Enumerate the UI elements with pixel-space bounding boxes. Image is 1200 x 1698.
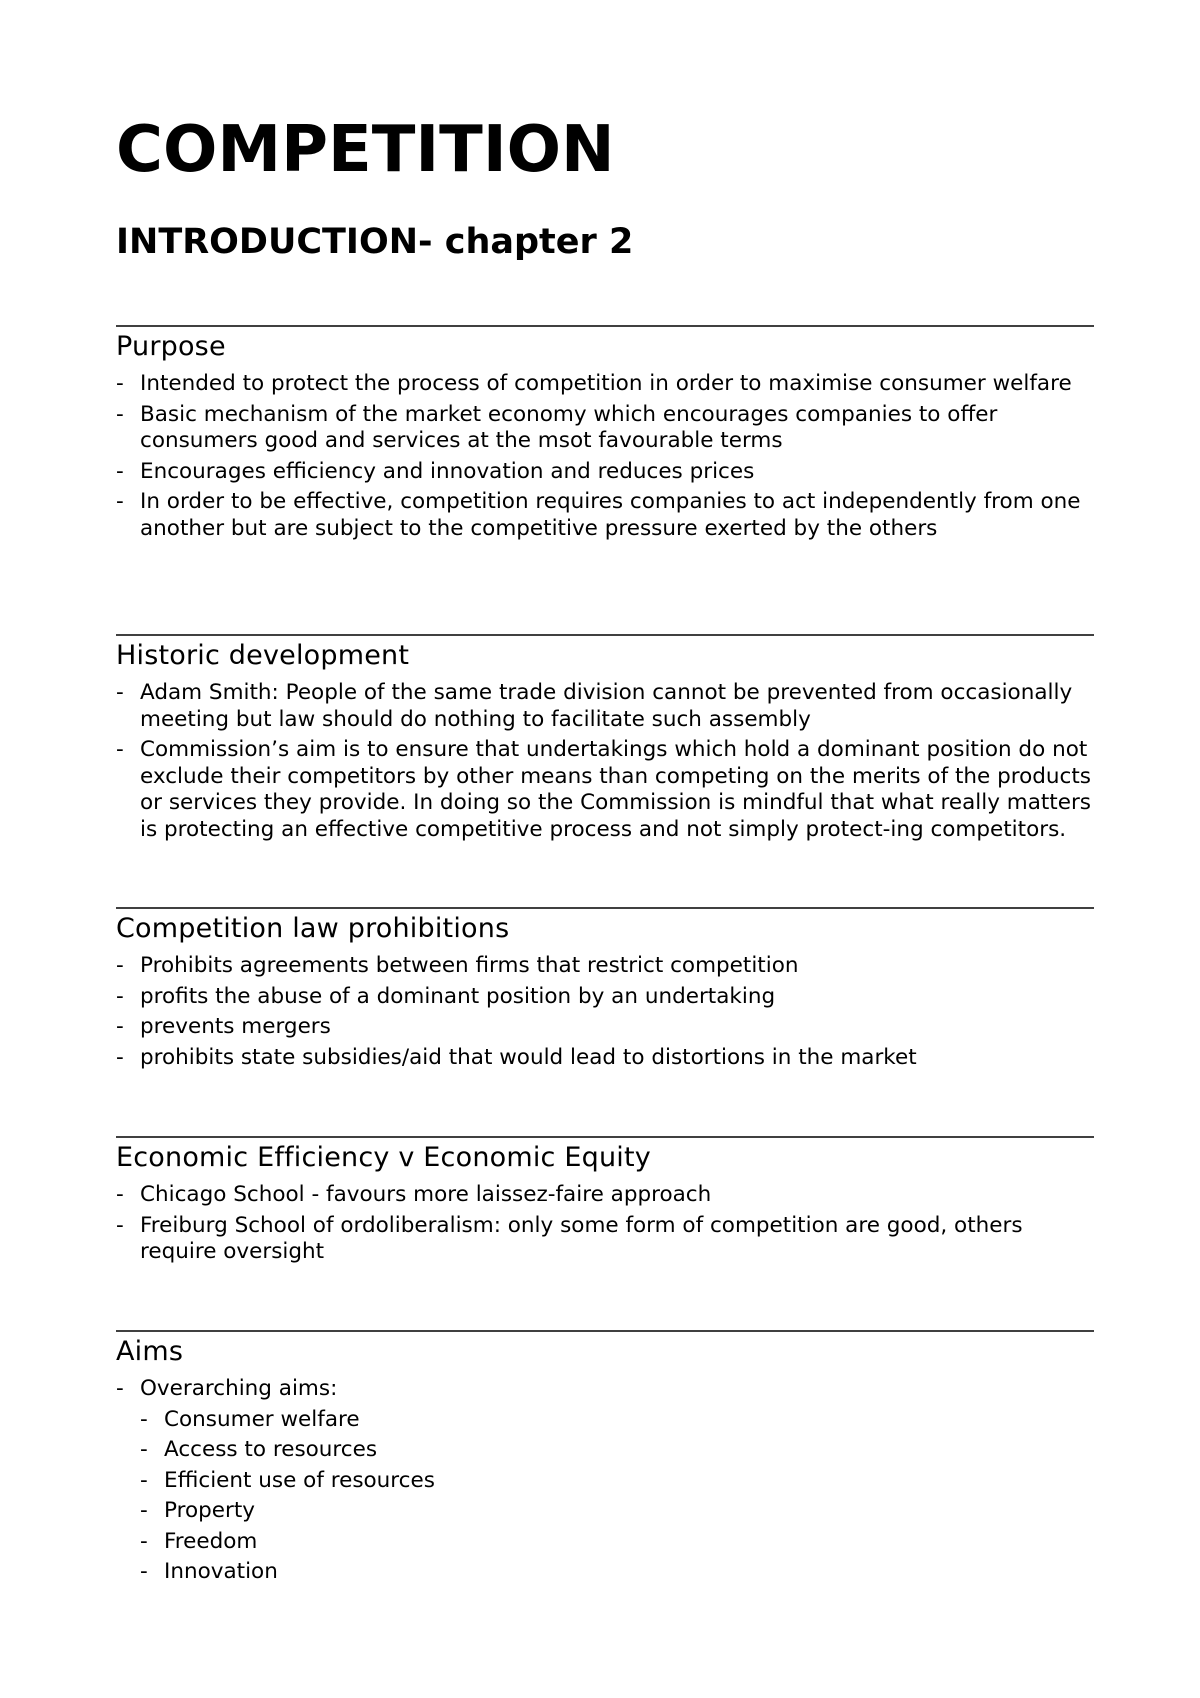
list-item [116,1182,1094,1209]
list-item-text: Commission’s aim is to ensure that undertakings which hold a dominant position do not exclude their competitors by other means than competing on the merits of the products or services they provide. In doing so the Commission is mindful that what really matters is protecting an effective competitive process and not simply protect-ing competitors. [140,737,1092,842]
section-historic-development [116,634,1094,847]
section-competition-law-prohibitions [116,907,1094,1075]
nested-list-item [140,1529,1094,1556]
nested-list-item [140,1559,1094,1586]
section-heading: Aims [116,1336,184,1367]
section-divider [116,634,1094,636]
dash-icon: - [116,983,124,1009]
dash-icon: - [140,1467,148,1493]
section-aims [116,1330,1094,1590]
bullet-list [116,1376,1094,1586]
nested-list-item [140,1407,1094,1434]
list-item [116,1213,1094,1266]
section-heading: Purpose [116,331,226,362]
bullet-list [116,953,1094,1071]
nested-list-item [140,1498,1094,1525]
dash-icon: - [116,1014,124,1039]
document-title: COMPETITION [116,113,615,187]
list-item [116,680,1094,733]
document-subtitle: INTRODUCTION- chapter 2 [116,222,634,262]
list-item [116,1014,1094,1041]
list-item-text: Prohibits agreements between firms that restrict competition [140,953,799,978]
list-item-text: Freiburg School of ordoliberalism: only some form of competition are good, others require oversight [140,1212,1023,1264]
list-item-text: prohibits state subsidies/aid that would lead to distortions in the market [140,1044,917,1070]
dash-icon: - [116,737,124,762]
list-item-text: In order to be effective, competition requires companies to act independently from one another but are subject to the competitive pressure exerted by the others [140,489,1081,541]
section-heading: Historic development [116,640,410,671]
section-divider [116,1136,1094,1138]
list-item-text: prevents mergers [140,1014,331,1039]
dash-icon: - [116,458,124,484]
nested-list-item [140,1468,1094,1495]
section-purpose [116,325,1094,546]
list-item [116,1376,1094,1586]
list-item-text: Access to resources [164,1437,378,1462]
list-item-text: Chicago School - favours more laissez-faire approach [140,1182,712,1207]
list-item-text: Freedom [164,1528,258,1554]
list-item [116,953,1094,980]
section-heading: Economic Efficiency v Economic Equity [116,1142,651,1173]
list-item-text: Overarching aims: [140,1376,338,1401]
list-item-text: Property [164,1498,255,1523]
bullet-list [116,371,1094,542]
dash-icon: - [140,1528,148,1554]
list-item-text: Encourages efficiency and innovation and reduces prices [140,458,755,484]
dash-icon: - [116,489,124,514]
list-item [116,371,1094,398]
list-item-text: Innovation [164,1559,278,1584]
list-item [116,459,1094,486]
dash-icon: - [116,1376,124,1401]
nested-list-item [140,1437,1094,1464]
list-item [116,984,1094,1011]
list-item [116,489,1094,542]
bullet-list [116,1182,1094,1266]
dash-icon: - [116,1044,124,1070]
section-divider [116,907,1094,909]
list-item-text: Basic mechanism of the market economy which encourages companies to offer consumers good and services at the msot favourable terms [140,401,998,453]
dash-icon: - [116,1182,124,1207]
dash-icon: - [140,1406,148,1432]
dash-icon: - [116,371,124,396]
section-divider [116,325,1094,327]
bullet-list [116,680,1094,843]
list-item-text: profits the abuse of a dominant position by an undertaking [140,983,776,1009]
dash-icon: - [116,401,124,427]
dash-icon: - [116,1212,124,1238]
section-heading: Competition law prohibitions [116,913,510,944]
section-divider [116,1330,1094,1332]
list-item-text: Adam Smith: People of the same trade division cannot be prevented from occasionally meeting but law should do nothing to facilitate such assembly [140,680,1073,732]
list-item-text: Consumer welfare [164,1406,360,1432]
list-item-text: Intended to protect the process of competition in order to maximise consumer welfare [140,371,1072,396]
dash-icon: - [140,1559,148,1584]
dash-icon: - [140,1498,148,1523]
dash-icon: - [116,953,124,978]
list-item [116,1045,1094,1072]
list-item-text: Efficient use of resources [164,1467,435,1493]
section-economic-efficiency-v-equity [116,1136,1094,1270]
nested-bullet-list [140,1407,1094,1586]
list-item [116,737,1094,843]
dash-icon: - [116,680,124,705]
dash-icon: - [140,1437,148,1462]
list-item [116,402,1094,455]
